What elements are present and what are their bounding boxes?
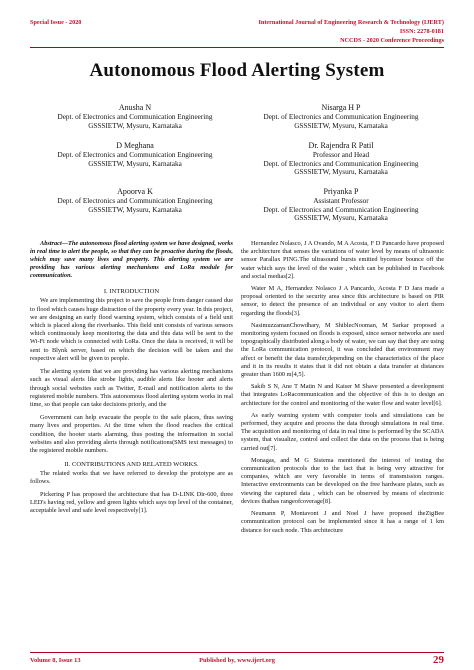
paragraph: Neumann P, Montavont J and Noel J have proposed theZigBee communication protocol can be implemented since it has a range of 1 km distance for each node. This architecture: [241, 510, 444, 534]
paragraph: NasimuzzamanChowdhary, M ShiblecNooman, M Sarkar proposed a monitoring system focused on floods is exposed, since sensor networks are used topographically distributed along a body of water, we can say that they are using the LoRa communication protocol, it was concluded that environment may affect or benefit the data transfer,depending on the characteristics of the place and it in its results it states that it did not obtain a data transfer at distances greater than 1600 m[4,5].: [241, 321, 444, 379]
right-column: [241, 240, 444, 535]
author-affiliation: Assistant Professor: [313, 197, 369, 205]
author-name: Dr. Rajendra R Patil: [308, 141, 374, 150]
section-heading: I. INTRODUCTION: [103, 288, 160, 296]
author-name: Anusha N: [118, 103, 152, 112]
author-block: [30, 187, 240, 214]
author-name: Nisarga H P: [321, 103, 361, 112]
paragraph: As early warning system with computer tools and simulations can be performed, they acquire and process the data through simulations in real time. The acquisition and monitoring of data in real time is performed by the SCADA system, that visualize, control and collect the data on the process that is being carried out[7].: [241, 411, 444, 452]
author-affiliation: Dept. of Electronics and Communication Engineering: [57, 113, 213, 121]
footer-publisher: Published by, www.ijert.org: [199, 657, 275, 664]
author-affiliation: GSSSIETW, Mysuru, Karnataka: [88, 205, 182, 214]
author-block: [236, 103, 446, 130]
header-proceedings: NCCDS - 2020 Conference Proceedings: [340, 37, 444, 44]
footer-volume: Volume 8, Issue 13: [30, 657, 81, 664]
paragraph: Monagas, and M G Sistema mentioned the interest of testing the communication protocols due to the fact that is being very attractive for companies, which are very favorable in terms of transmission ranges. Interactive environments can be developed on the free hardware plates, such as viewing the captured data , which can be observed by means of electronic devices thathas rangeofcoverage[8].: [241, 456, 444, 505]
author-name: Apoorva K: [117, 187, 153, 196]
header-issn: ISSN: 2278-0181: [399, 28, 444, 35]
paragraph: Sakib S N, Ane T Matin N and Kaiser M Shave presented a development that integrates LoRacommunication and the objective of this is to design an architecture for the control and monitoring of the water flow and water level[6].: [241, 383, 444, 407]
paragraph: Government can help evacuate the people to the safe places, thus saving many lives and properties. At the time when the flood reaches the critical condition, the hooter starts alarming, thus posting the information in social websites and also providing alerts through notifications(SMS text messages) to the registered mobile numbers.: [30, 414, 233, 454]
author-affiliation: GSSSIETW, Mysuru, Karnataka: [294, 121, 388, 130]
paragraph: We are implementing this project to save the people from danger caused due to flood which causes huge distraction of the property every year. In this project, we are designing an early flood warning system, which consists of a field unit which is placed along the riverbanks. This field unit consists of various sensors which continuously keep monitoring the data and this data will be sent to the Wi-Fi node which is connected with LoRa. Once the data is received, it will be sent to Blynk server, based on which the decision will be taken and the respective alert will be given to people.: [30, 297, 234, 362]
section-heading: II. CONTRIBUTIONS AND RELATED WORKS.: [64, 461, 199, 469]
author-affiliation: GSSSIETW, Mysuru, Karnataka: [88, 121, 182, 130]
author-block: [236, 187, 446, 223]
header-journal: International Journal of Engineering Research & Technology (IJERT): [258, 19, 444, 26]
author-affiliation: Dept. of Electronics and Communication Engineering: [263, 205, 419, 214]
paragraph: Hernandez Nolasco, J A Ovando, M A Acosta, F D Pancardo have proposed the architecture that senses the variations of water level by means of ultrasonic sensor Parallax PING.The ultrasound bursts emitted byсensor bounce off the water which says the level of the water , which can be published in Facebook and social medias[2].: [241, 240, 444, 280]
paragraph: The related works that we have referred to develop the prototype are as follows.: [30, 470, 233, 486]
author-affiliation: Dept. of Electronics and Communication Engineering: [263, 159, 419, 168]
author-affiliation: Professor and Head: [312, 151, 370, 159]
author-name: D Meghana: [116, 141, 154, 150]
author-affiliation: Dept. of Electronics and Communication Engineering: [57, 197, 213, 205]
page-number: 29: [433, 654, 444, 666]
author-affiliation: Dept. of Electronics and Communication Engineering: [263, 113, 419, 121]
header-issue: Special Issue - 2020: [30, 19, 82, 26]
left-column: [30, 240, 233, 515]
abstract: Abstract—The autonomous flood alerting system we have designed, works in real time to alert the people, so that they can be proactive during the floods, which may save many lives and property. This alerting system we are providing has various alerting mechanisms and LoRa module for communication.: [30, 240, 233, 280]
author-affiliation: Dept. of Electronics and Communication Engineering: [57, 151, 213, 159]
author-block: [30, 141, 240, 168]
paper-title: Autonomous Flood Alerting System: [89, 60, 385, 81]
author-affiliation: GSSSIETW, Mysuru, Karnataka: [294, 168, 388, 177]
author-affiliation: GSSSIETW, Mysuru, Karnataka: [88, 159, 182, 168]
footer-rule: [30, 652, 444, 653]
author-name: Priyanka P: [323, 187, 359, 196]
header-rule: [30, 47, 444, 48]
author-block: [30, 103, 240, 130]
paragraph: The alerting system that we are providing has various alerting mechanisms such as visual alerts like strobe lights, audible alerts like hooter and alerts through social websites such as Twitter, E-mail and notification alerts to the registered mobile numbers. This autonomous flood alerting system works in real time, so that people can take decisions priorly, and the: [30, 368, 233, 408]
author-block: [236, 141, 446, 177]
paragraph: Water M A, Hernandez Nolasco J A Pancardo, Acosta F D Jara made a proposal oriented to the security area since this architecture is based on PIR sensor, to detect the presence of an individual or any visitor to alert them regarding the floods[3].: [241, 285, 444, 317]
author-affiliation: GSSSIETW, Mysuru, Karnataka: [294, 214, 388, 223]
paragraph: Pickering P has proposed the architecture that has D-LINK Dir-600, three LED's having red, yellow and green lights which says top level of the container, acceptable level and safe level respectively[1].: [30, 490, 233, 514]
